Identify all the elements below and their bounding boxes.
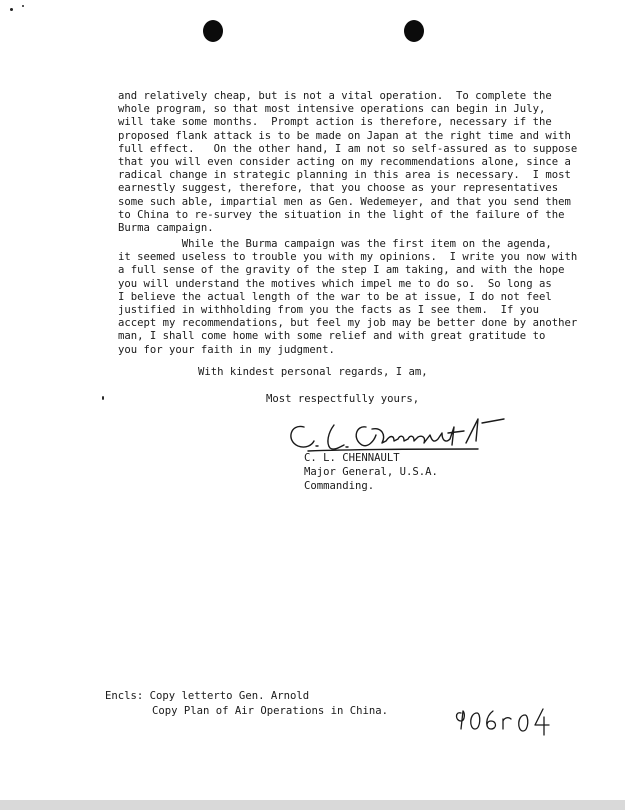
text-line: proposed flank attack is to be made on Japan at the right time and with xyxy=(118,129,571,142)
text-line: radical change in strategic planning in this area is necessary. I most xyxy=(118,169,571,182)
margin-speck xyxy=(102,396,104,400)
text-line: some such able, impartial men as Gen. Wedemeyer, and that you send them xyxy=(118,195,571,208)
text-line: earnestly suggest, therefore, that you choose as your representatives xyxy=(118,182,559,195)
text-line: I believe the actual length of the war to be at issue, I do not feel xyxy=(118,290,552,303)
text-line: Burma campaign. xyxy=(118,221,214,234)
corner-speck xyxy=(22,5,24,7)
text-line: and relatively cheap, but is not a vital operation. To complete the xyxy=(118,90,552,102)
body-paragraph-1 xyxy=(118,90,578,235)
corner-speck xyxy=(10,8,13,11)
body-paragraph-2 xyxy=(118,238,578,357)
signer-role: Commanding. xyxy=(304,480,375,492)
punch-hole-left xyxy=(203,20,223,42)
text-line: a full sense of the gravity of the step I am taking, and with the hope xyxy=(118,264,565,277)
closing-sign-off: Most respectfully yours, xyxy=(266,393,420,405)
text-line: full effect. On the other hand, I am not so self-assured as to suppose xyxy=(118,142,578,155)
text-line: to China to re-survey the situation in the light of the failure of the xyxy=(118,208,565,221)
text-line: it seemed useless to trouble you with my opinions. I write you now with xyxy=(118,251,578,264)
handwritten-signature xyxy=(282,405,517,457)
text-line: will take some months. Prompt action is therefore, necessary if the xyxy=(118,116,552,129)
text-line: that you will even consider acting on my recommendations alone, since a xyxy=(118,155,571,168)
text-line: you for your faith in my judgment. xyxy=(118,343,335,356)
text-line: While the Burma campaign was the first item on the agenda, xyxy=(118,238,552,250)
signer-name: C. L. CHENNAULT xyxy=(304,452,400,464)
text-line: whole program, so that most intensive operations can begin in July, xyxy=(118,103,546,116)
enclosure-line-2: Copy Plan of Air Operations in China. xyxy=(152,705,388,717)
signer-rank: Major General, U.S.A. xyxy=(304,466,438,478)
signature-block xyxy=(304,451,438,493)
handwritten-archive-number xyxy=(453,703,553,737)
closing-regards: With kindest personal regards, I am, xyxy=(198,366,428,378)
text-line: you will understand the motives which impel me to do so. So long as xyxy=(118,277,552,290)
page-bottom-edge xyxy=(0,800,625,810)
punch-hole-right xyxy=(404,20,424,42)
text-line: accept my recommendations, but feel my job may be better done by another xyxy=(118,317,578,330)
enclosure-line-1: Encls: Copy letterto Gen. Arnold xyxy=(105,690,310,702)
text-line: man, I shall come home with some relief and with great gratitude to xyxy=(118,330,546,343)
text-line: justified in withholding from you the facts as I see them. If you xyxy=(118,303,539,316)
